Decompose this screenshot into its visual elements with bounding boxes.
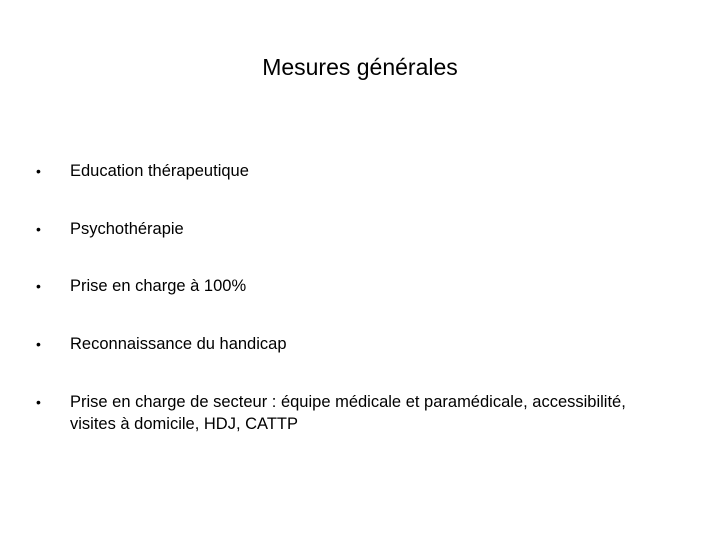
bullet-item [36, 333, 656, 355]
bullet-item [36, 391, 656, 435]
bullet-item [36, 218, 656, 240]
bullet-icon: • [36, 336, 41, 352]
bullet-item [36, 275, 656, 297]
bullet-text: Psychothérapie [70, 220, 184, 238]
bullet-text: Reconnaissance du handicap [70, 335, 287, 353]
bullet-text: Prise en charge à 100% [70, 277, 247, 295]
bullet-icon: • [36, 278, 41, 294]
bullet-text: Education thérapeutique [70, 162, 249, 180]
slide-title: Mesures générales [262, 54, 458, 80]
bullet-icon: • [36, 394, 41, 410]
bullet-text: Prise en charge de secteur : équipe médicale et paramédicale, accessibilité, visites à domicile, HDJ, CATTP [70, 393, 626, 433]
bullet-item [36, 160, 656, 182]
bullet-icon: • [36, 221, 41, 237]
bullet-icon: • [36, 163, 41, 179]
